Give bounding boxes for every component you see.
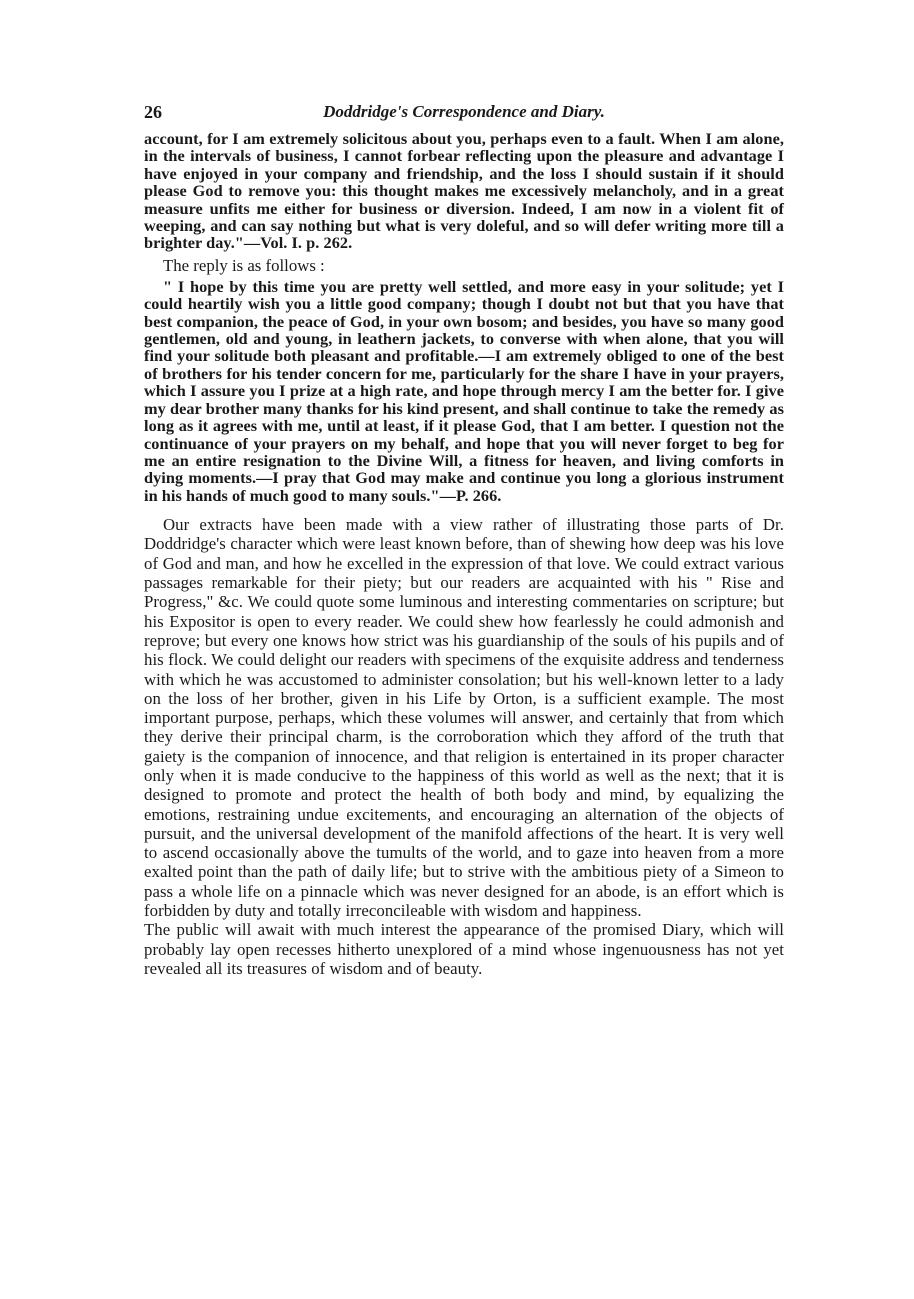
body-paragraph: Our extracts have been made with a view rather of illustrating those parts of Dr. Doddridge's character which were least known before, than of shewing how deep was his love of God and man, and how he excelled in the expression of that love. We could extract various passages remarkable for their piety; but our readers are acquainted with his " Rise and Progress," &c. We could quote some luminous and interesting commentaries on scripture; but his Expositor is open to every reader. We could shew how fearlessly he could admonish and reprove; but every one knows how strict was his guardianship of the souls of his pupils and of his flock. We could delight our readers with specimens of the exquisite address and tenderness with which he was accustomed to administer consolation; but his well-known letter to a lady on the loss of her brother, given in his Life by Orton, is a sufficient example. The most important purpose, perhaps, which these volumes will answer, and certainly that from which they derive their principal charm, is the corroboration which they afford of the truth that gaiety is the companion of innocence, and that religion is entertained in its proper character only when it is made conducive to the happiness of this world as well as the next; that it is designed to promote and protect the health of both body and mind, by equalizing the emotions, restraining undue excitements, and encouraging an alternation of the objects of pursuit, and the universal development of the manifold affections of the heart. It is very well to ascend occasionally above the tumults of the world, and to gaze into heaven from a more exalted point than the path of daily life; but to strive with the ambitious piety of a Simeon to pass a whole life on a pinnacle which was never designed for an abode, is an effort which is forbidden by duty and totally irreconcileable with wisdom and happiness. (144, 515, 784, 921)
book-page (144, 100, 784, 978)
quoted-letter-continuation: account, for I am extremely solicitous about you, perhaps even to a fault. When I am alone, in the intervals of business, I cannot forbear reflecting upon the pleasure and advantage I have enjoyed in your company and friendship, and the loss I should sustain if it should please God to remove you: this thought makes me excessively melancholy, and in a great measure unfits me either for business or diversion. Indeed, I am now in a violent fit of weeping, and can say nothing but what is very doleful, and so will defer writing more till a brighter day."—Vol. I. p. 262. (144, 129, 784, 253)
reply-introduction: The reply is as follows : (163, 255, 325, 275)
quoted-reply-letter: " I hope by this time you are pretty well settled, and more easy in your solitude; yet I could heartily wish you a little good company; though I doubt not but that you have that best companion, the peace of God, in your own bosom; and besides, you have so many good gentlemen, old and young, in leathern jackets, to converse with when alone, that you will find your solitude both pleasant and profitable.—I am extremely obliged to one of the best of brothers for his tender concern for me, particularly for the share I have in your prayers, which I assure you I prize at a high rate, and hope through mercy I am the better for. I give my dear brother many thanks for his kind present, and shall continue to take the remedy as long as it agrees with me, until at least, if it please God, that I am better. I question not the continuance of your prayers on my behalf, and hope that you will never forget to beg for me an entire resignation to the Divine Will, a fitness for heaven, and living comforts in dying moments.—I pray that God may make and continue you long a glorious instrument in his hands of much good to many souls."—P. 266. (144, 276, 784, 505)
running-title: Doddridge's Correspondence and Diary. (323, 102, 605, 121)
page-header (144, 100, 784, 126)
closing-paragraph: The public will await with much interest the appearance of the promised Diary, which will probably lay open recesses hitherto unexplored of a mind whose ingenuousness has not yet revealed all its treasures of wisdom and of beauty. (144, 920, 784, 978)
page-number: 26 (144, 102, 162, 122)
